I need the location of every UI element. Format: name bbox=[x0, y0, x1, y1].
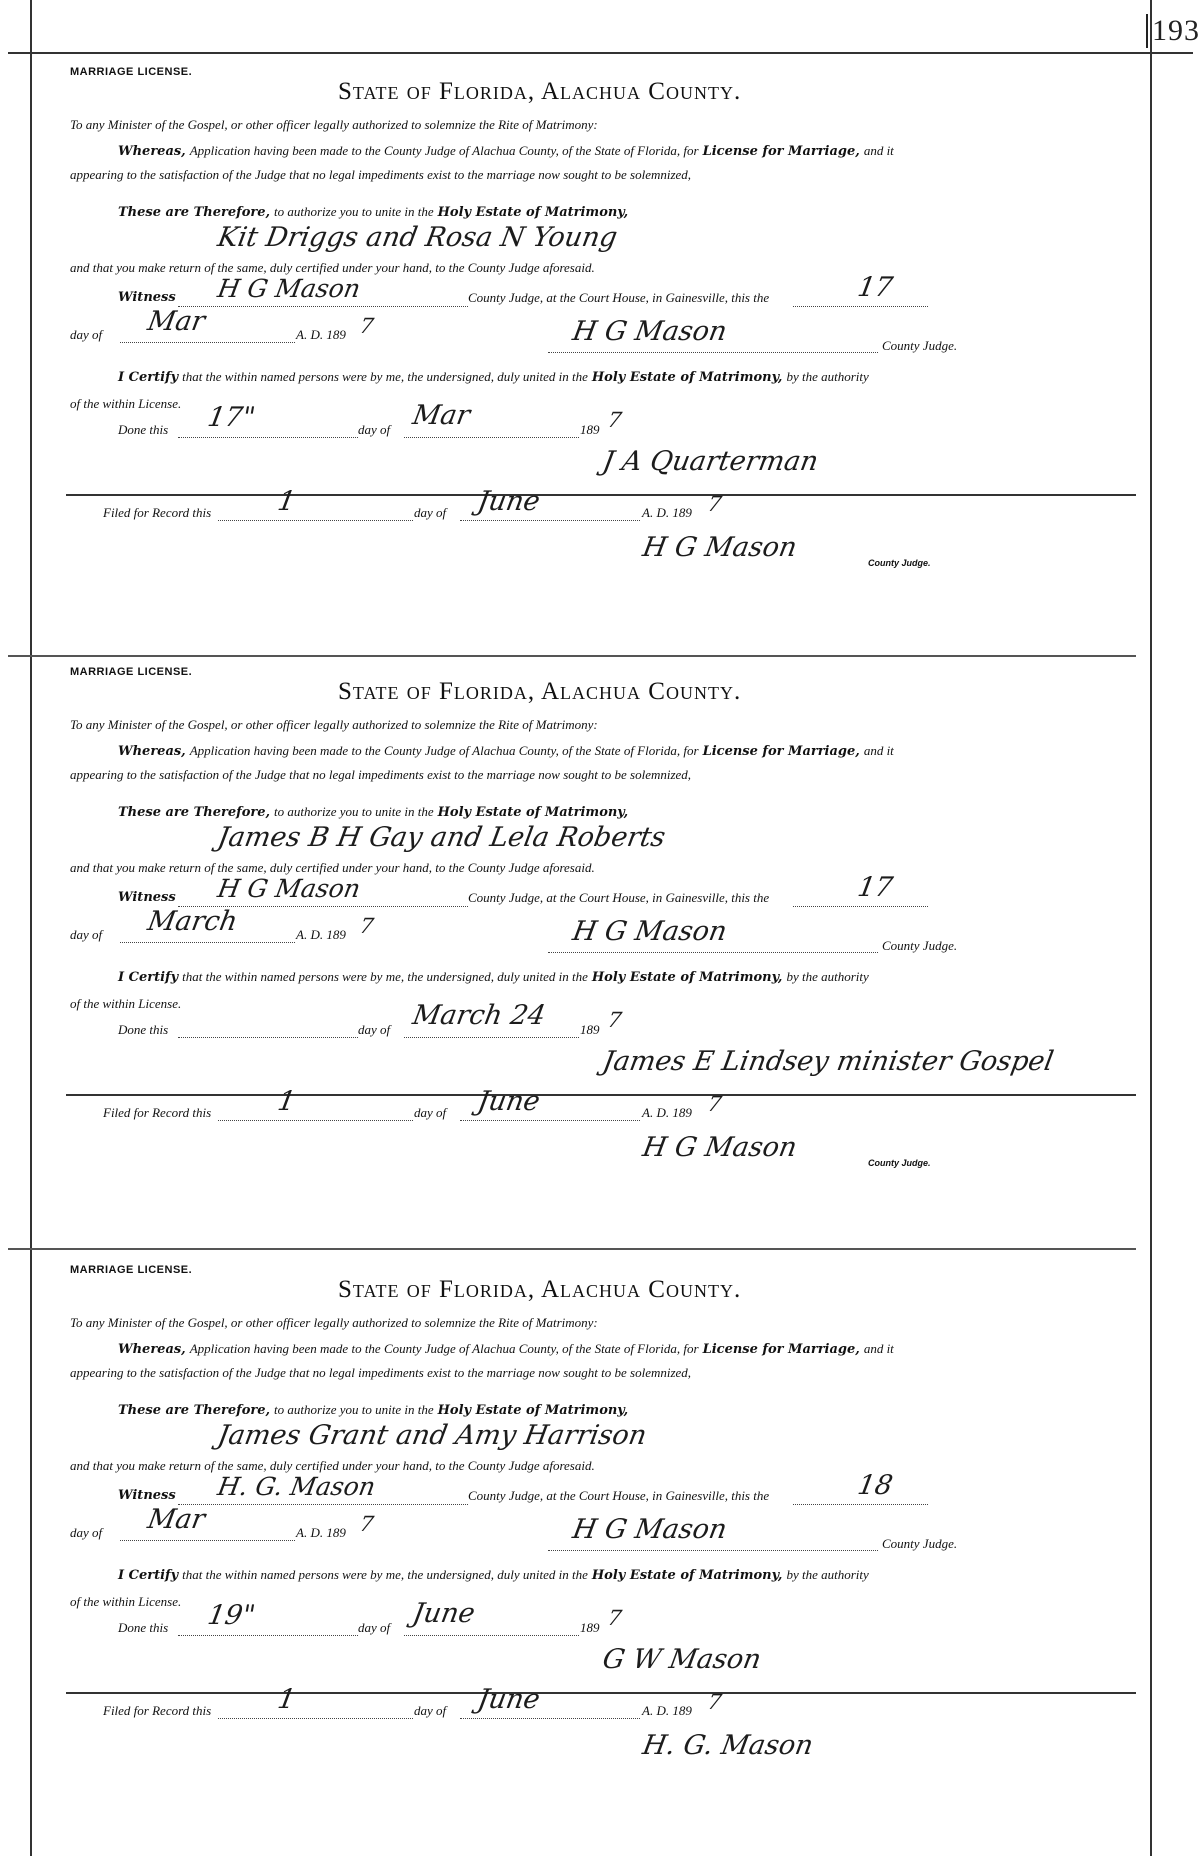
done-day-dotted-line bbox=[178, 1635, 358, 1636]
whereas-continuation: appearing to the satisfaction of the Judge that no legal impediments exist to the marriage now sought to be solemnized, bbox=[70, 167, 692, 182]
issue-month-dotted-line bbox=[120, 942, 295, 943]
filing-divider bbox=[66, 1094, 1136, 1096]
done-day-of-label: day of bbox=[358, 422, 391, 437]
filed-year-digit: 7 bbox=[705, 1690, 724, 1714]
done-month: March 24 bbox=[410, 1000, 548, 1031]
issue-day: 17 bbox=[855, 272, 896, 303]
filed-month-dotted-line bbox=[460, 1718, 640, 1719]
license-keyword: License for Marriage, bbox=[702, 1342, 860, 1357]
filed-ad-prefix: A. D. 189 bbox=[642, 505, 692, 520]
whereas-text: Application having been made to the County Judge of Alachua County, of the State of Florida, for bbox=[189, 743, 699, 758]
certify-holy-keyword: Holy Estate of Matrimony, bbox=[591, 1568, 783, 1583]
holy-estate-keyword: Holy Estate of Matrimony, bbox=[437, 805, 629, 820]
done-day-of-label: day of bbox=[358, 1620, 391, 1635]
officiant-signature: J A Quarterman bbox=[600, 446, 821, 477]
county-judge-small-label: County Judge. bbox=[868, 558, 931, 568]
license-keyword: License for Marriage, bbox=[702, 744, 860, 759]
therefore-line bbox=[118, 803, 628, 821]
issue-day-dotted-line bbox=[793, 306, 928, 307]
return-line: and that you make return of the same, duly certified under your hand, to the County Judge aforesaid. bbox=[70, 860, 595, 875]
return-line: and that you make return of the same, duly certified under your hand, to the County Judge aforesaid. bbox=[70, 1458, 595, 1473]
whereas-keyword: Whereas, bbox=[118, 1342, 186, 1357]
return-line: and that you make return of the same, duly certified under your hand, to the County Judge aforesaid. bbox=[70, 260, 595, 275]
within-license: of the within License. bbox=[70, 996, 182, 1011]
witness-judge-name: H G Mason bbox=[215, 874, 363, 903]
done-year-digit: 7 bbox=[605, 1008, 624, 1032]
witness-dotted-line bbox=[178, 1504, 468, 1505]
issue-year-digit: 7 bbox=[357, 314, 376, 338]
whereas-text: Application having been made to the County Judge of Alachua County, of the State of Florida, for bbox=[189, 1341, 699, 1356]
done-day: 17" bbox=[205, 402, 258, 433]
done-year-digit: 7 bbox=[605, 1606, 624, 1630]
address-line: To any Minister of the Gospel, or other officer legally authorized to solemnize the Rite of Matrimony: bbox=[70, 717, 598, 732]
done-this-label: Done this bbox=[118, 1022, 169, 1037]
holy-estate-keyword: Holy Estate of Matrimony, bbox=[437, 1403, 629, 1418]
filed-ad-prefix: A. D. 189 bbox=[642, 1703, 692, 1718]
judge-line: County Judge, at the Court House, in Gainesville, this the bbox=[468, 890, 770, 905]
filed-month-dotted-line bbox=[460, 520, 640, 521]
issue-month: March bbox=[145, 906, 240, 937]
witness-keyword: Witness bbox=[118, 890, 176, 905]
witness-keyword: Witness bbox=[118, 290, 176, 305]
left-margin-line bbox=[30, 0, 32, 1856]
filed-judge-signature: H G Mason bbox=[640, 532, 800, 563]
therefore-text: to authorize you to unite in the bbox=[274, 804, 434, 819]
therefore-keyword: These are Therefore, bbox=[118, 1403, 271, 1418]
certify-keyword: I Certify bbox=[118, 370, 179, 385]
done-month-dotted-line bbox=[404, 1635, 579, 1636]
page-number: 193 bbox=[1146, 14, 1200, 48]
filed-for-record-label: Filed for Record this bbox=[103, 505, 212, 520]
couple-names: Kit Driggs and Rosa N Young bbox=[215, 222, 620, 253]
county-judge-small-label: County Judge. bbox=[868, 1158, 931, 1168]
judge-signature-dotted-line bbox=[548, 352, 878, 353]
filed-day-of-label: day of bbox=[414, 1105, 447, 1120]
filed-ad-prefix: A. D. 189 bbox=[642, 1105, 692, 1120]
issue-day-dotted-line bbox=[793, 1504, 928, 1505]
done-year-digit: 7 bbox=[605, 408, 624, 432]
and-it-text: and it bbox=[863, 1341, 894, 1356]
ad-prefix: A. D. 189 bbox=[296, 927, 346, 942]
by-authority-text: by the authority bbox=[786, 369, 869, 384]
filed-day: 1 bbox=[275, 1086, 298, 1117]
witness-dotted-line bbox=[178, 306, 468, 307]
witness-judge-name: H. G. Mason bbox=[215, 1472, 378, 1501]
judge-signature-dotted-line bbox=[548, 1550, 878, 1551]
filed-day-of-label: day of bbox=[414, 505, 447, 520]
within-license: of the within License. bbox=[70, 1594, 182, 1609]
filing-divider bbox=[66, 494, 1136, 496]
record-title: State of Florida, Alachua County. bbox=[338, 1276, 742, 1303]
ad-prefix: A. D. 189 bbox=[296, 1525, 346, 1540]
record-title: State of Florida, Alachua County. bbox=[338, 78, 742, 105]
filed-judge-signature: H G Mason bbox=[640, 1132, 800, 1163]
holy-estate-keyword: Holy Estate of Matrimony, bbox=[437, 205, 629, 220]
issue-day: 17 bbox=[855, 872, 896, 903]
judge-signature: H G Mason bbox=[570, 316, 730, 347]
filed-day: 1 bbox=[275, 486, 298, 517]
marriage-license-record bbox=[58, 1248, 1138, 1846]
judge-line: County Judge, at the Court House, in Gainesville, this the bbox=[468, 1488, 770, 1503]
whereas-continuation: appearing to the satisfaction of the Judge that no legal impediments exist to the marriage now sought to be solemnized, bbox=[70, 1365, 692, 1380]
certify-holy-keyword: Holy Estate of Matrimony, bbox=[591, 970, 783, 985]
license-keyword: License for Marriage, bbox=[702, 144, 860, 159]
address-line: To any Minister of the Gospel, or other officer legally authorized to solemnize the Rite of Matrimony: bbox=[70, 117, 598, 132]
done-this-label: Done this bbox=[118, 1620, 169, 1635]
day-of-label: day of bbox=[70, 327, 103, 342]
filed-year-digit: 7 bbox=[705, 492, 724, 516]
whereas-text: Application having been made to the County Judge of Alachua County, of the State of Florida, for bbox=[189, 143, 699, 158]
marriage-license-record bbox=[58, 650, 1138, 1248]
issue-month-dotted-line bbox=[120, 342, 295, 343]
done-month-dotted-line bbox=[404, 437, 579, 438]
filed-day-of-label: day of bbox=[414, 1703, 447, 1718]
judge-signature-dotted-line bbox=[548, 952, 878, 953]
certify-holy-keyword: Holy Estate of Matrimony, bbox=[591, 370, 783, 385]
day-of-label: day of bbox=[70, 927, 103, 942]
done-month: June bbox=[410, 1598, 478, 1629]
judge-signature: H G Mason bbox=[570, 916, 730, 947]
record-label: MARRIAGE LICENSE. bbox=[70, 666, 193, 678]
therefore-text: to authorize you to unite in the bbox=[274, 204, 434, 219]
therefore-line bbox=[118, 203, 628, 221]
filed-day-dotted-line bbox=[218, 520, 413, 521]
certify-line bbox=[118, 1566, 869, 1584]
certify-keyword: I Certify bbox=[118, 1568, 179, 1583]
filed-judge-signature: H. G. Mason bbox=[640, 1730, 816, 1761]
by-authority-text: by the authority bbox=[786, 1567, 869, 1582]
whereas-line bbox=[118, 1340, 894, 1358]
within-license: of the within License. bbox=[70, 396, 182, 411]
whereas-continuation: appearing to the satisfaction of the Judge that no legal impediments exist to the marriage now sought to be solemnized, bbox=[70, 767, 692, 782]
whereas-keyword: Whereas, bbox=[118, 144, 186, 159]
filed-year-digit: 7 bbox=[705, 1092, 724, 1116]
therefore-line bbox=[118, 1401, 628, 1419]
issue-year-digit: 7 bbox=[357, 1512, 376, 1536]
record-title: State of Florida, Alachua County. bbox=[338, 678, 742, 705]
officiant-signature: G W Mason bbox=[600, 1644, 764, 1675]
filed-month: June bbox=[475, 1684, 543, 1715]
whereas-keyword: Whereas, bbox=[118, 744, 186, 759]
judge-signature: H G Mason bbox=[570, 1514, 730, 1545]
certify-line bbox=[118, 968, 869, 986]
done-day-dotted-line bbox=[178, 1037, 358, 1038]
county-judge-label: County Judge. bbox=[882, 338, 958, 353]
done-day: 19" bbox=[205, 1600, 258, 1631]
witness-judge-name: H G Mason bbox=[215, 274, 363, 303]
issue-month-dotted-line bbox=[120, 1540, 295, 1541]
therefore-text: to authorize you to unite in the bbox=[274, 1402, 434, 1417]
whereas-line bbox=[118, 742, 894, 760]
record-label: MARRIAGE LICENSE. bbox=[70, 66, 193, 78]
filed-day-dotted-line bbox=[218, 1718, 413, 1719]
filed-day-dotted-line bbox=[218, 1120, 413, 1121]
judge-line: County Judge, at the Court House, in Gainesville, this the bbox=[468, 290, 770, 305]
done-year-prefix: 189 bbox=[580, 1620, 600, 1635]
record-label: MARRIAGE LICENSE. bbox=[70, 1264, 193, 1276]
issue-month: Mar bbox=[145, 1504, 208, 1535]
certify-text: that the within named persons were by me, the undersigned, duly united in the bbox=[182, 969, 588, 984]
done-this-label: Done this bbox=[118, 422, 169, 437]
address-line: To any Minister of the Gospel, or other officer legally authorized to solemnize the Rite of Matrimony: bbox=[70, 1315, 598, 1330]
certify-line bbox=[118, 368, 869, 386]
done-year-prefix: 189 bbox=[580, 1022, 600, 1037]
done-month: Mar bbox=[410, 400, 473, 431]
done-year-prefix: 189 bbox=[580, 422, 600, 437]
filed-month: June bbox=[475, 1086, 543, 1117]
certify-text: that the within named persons were by me, the undersigned, duly united in the bbox=[182, 369, 588, 384]
done-month-dotted-line bbox=[404, 1037, 579, 1038]
filed-for-record-label: Filed for Record this bbox=[103, 1703, 212, 1718]
day-of-label: day of bbox=[70, 1525, 103, 1540]
filed-month: June bbox=[475, 486, 543, 517]
whereas-line bbox=[118, 142, 894, 160]
county-judge-label: County Judge. bbox=[882, 938, 958, 953]
marriage-license-record bbox=[58, 50, 1138, 648]
filed-for-record-label: Filed for Record this bbox=[103, 1105, 212, 1120]
certify-text: that the within named persons were by me, the undersigned, duly united in the bbox=[182, 1567, 588, 1582]
couple-names: James Grant and Amy Harrison bbox=[215, 1420, 649, 1451]
witness-keyword: Witness bbox=[118, 1488, 176, 1503]
filed-day: 1 bbox=[275, 1684, 298, 1715]
county-judge-label: County Judge. bbox=[882, 1536, 958, 1551]
issue-day: 18 bbox=[855, 1470, 896, 1501]
issue-year-digit: 7 bbox=[357, 914, 376, 938]
filing-divider bbox=[66, 1692, 1136, 1694]
done-day-dotted-line bbox=[178, 437, 358, 438]
officiant-signature: James E Lindsey minister Gospel bbox=[600, 1046, 1056, 1077]
issue-month: Mar bbox=[145, 306, 208, 337]
therefore-keyword: These are Therefore, bbox=[118, 205, 271, 220]
ad-prefix: A. D. 189 bbox=[296, 327, 346, 342]
by-authority-text: by the authority bbox=[786, 969, 869, 984]
done-day-of-label: day of bbox=[358, 1022, 391, 1037]
issue-day-dotted-line bbox=[793, 906, 928, 907]
and-it-text: and it bbox=[863, 143, 894, 158]
and-it-text: and it bbox=[863, 743, 894, 758]
therefore-keyword: These are Therefore, bbox=[118, 805, 271, 820]
right-margin-line bbox=[1150, 0, 1152, 1856]
certify-keyword: I Certify bbox=[118, 970, 179, 985]
couple-names: James B H Gay and Lela Roberts bbox=[215, 822, 668, 853]
filed-month-dotted-line bbox=[460, 1120, 640, 1121]
